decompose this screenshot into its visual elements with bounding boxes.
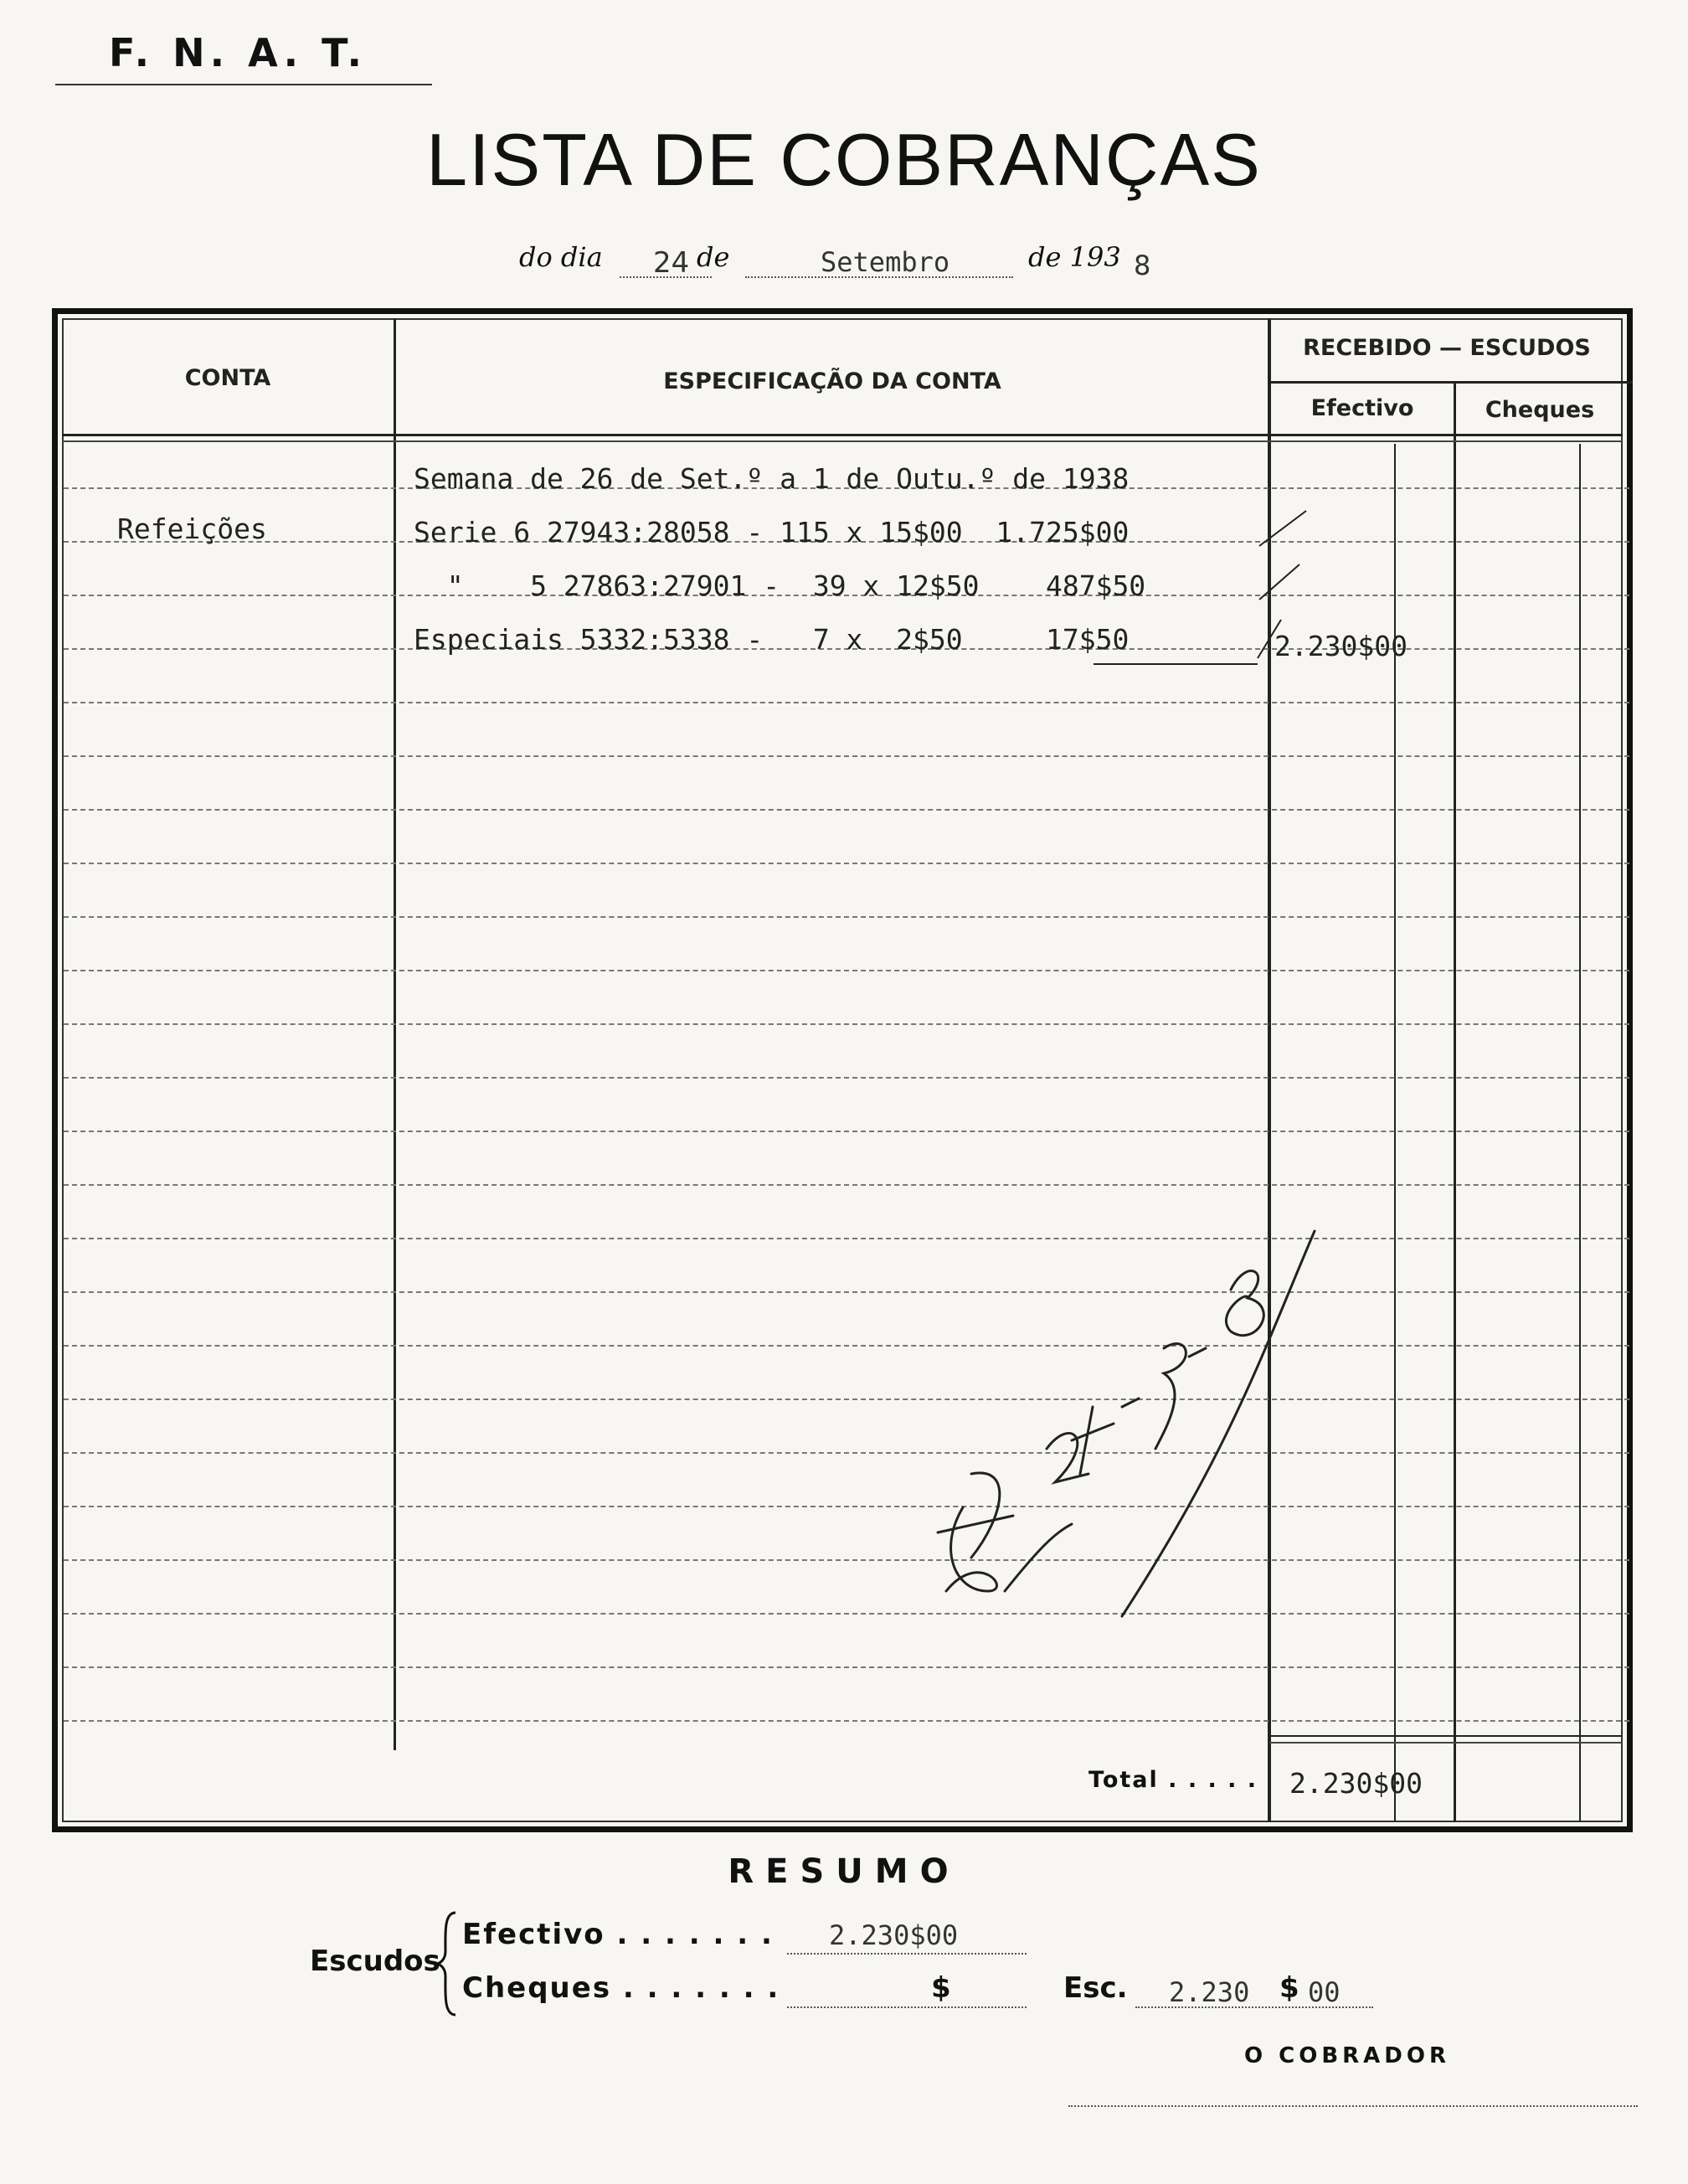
spec-line-1: Semana de 26 de Set.º a 1 de Outu.º de 1938 [414, 462, 1130, 495]
ruled-line [64, 916, 1629, 918]
ruled-line [64, 863, 1629, 864]
page-title: LISTA DE COBRANÇAS [426, 118, 1262, 201]
ruled-line [64, 1023, 1629, 1025]
subtotal-underline [1094, 663, 1258, 665]
day-value: 24 [653, 246, 690, 280]
resumo-cheques-label: Cheques . . . . . . . [462, 1971, 780, 2005]
header-bottom-rule-2 [62, 440, 1623, 442]
ruled-line [64, 1720, 1629, 1722]
resumo-cheques-sign: $ [931, 1971, 951, 2005]
efectivo-value: 2.230$00 [1274, 630, 1408, 662]
date-de-2: de 193 [1028, 241, 1121, 273]
ruled-line [64, 1077, 1629, 1079]
ruled-line [64, 1452, 1629, 1454]
resumo-cheques-field [787, 1978, 1027, 2008]
ruled-line [64, 702, 1629, 703]
column-header-recebido: RECEBIDO — ESCUDOS [1303, 335, 1591, 361]
resumo-esc-value: 2.230 [1169, 1976, 1250, 2008]
divider-efectivo-cheques [1454, 384, 1456, 1822]
ruled-line [64, 1131, 1629, 1132]
ruled-line [64, 970, 1629, 971]
total-value: 2.230$00 [1289, 1767, 1423, 1800]
date-line [519, 241, 1189, 283]
resumo-esc-cents: 00 [1308, 1976, 1341, 2008]
date-prefix: do dia [519, 241, 603, 273]
resumo-title: RESUMO [728, 1852, 960, 1891]
org-underline [55, 84, 432, 85]
resumo-esc-label: Esc. [1063, 1971, 1128, 2005]
spec-line-4: Especiais 5332:5338 - 7 x 2$50 17$50 [414, 623, 1130, 656]
ruled-line [64, 1506, 1629, 1507]
handwritten-signature-date [913, 1198, 1331, 1633]
resumo-efectivo-value: 2.230$00 [829, 1919, 959, 1951]
ruled-line [64, 1666, 1629, 1668]
cobrador-signature-line [1068, 2105, 1638, 2107]
ruled-line [64, 1238, 1629, 1239]
ruled-line [64, 1291, 1629, 1293]
total-rule-2 [1269, 1742, 1623, 1744]
check-marks [1248, 494, 1323, 670]
ruled-line [64, 755, 1629, 757]
total-rule [1269, 1735, 1623, 1737]
date-de-1: de [697, 241, 730, 273]
ruled-line [64, 1559, 1629, 1561]
year-digit: 8 [1134, 250, 1151, 281]
escudos-label: Escudos [310, 1944, 440, 1978]
divider-conta [394, 318, 396, 1750]
organization-acronym: F. N. A. T. [109, 30, 367, 75]
resumo-efectivo-label: Efectivo . . . . . . . [462, 1918, 774, 1951]
total-label: Total . . . . . [1088, 1767, 1258, 1793]
ruled-line [64, 1613, 1629, 1615]
ruled-line [64, 809, 1629, 811]
resumo-esc-sign: $ [1279, 1971, 1299, 2005]
column-header-cheques: Cheques [1485, 397, 1595, 423]
spec-line-3: " 5 27863:27901 - 39 x 12$50 487$50 [414, 569, 1146, 602]
column-header-conta: CONTA [184, 365, 271, 391]
column-header-efectivo: Efectivo [1310, 395, 1414, 421]
header-bottom-rule [62, 434, 1623, 436]
header-rule-recebido [1269, 381, 1633, 384]
column-header-spec: ESPECIFICAÇÃO DA CONTA [663, 368, 1001, 394]
curly-brace [435, 1909, 461, 2018]
ruled-line [64, 1184, 1629, 1186]
spec-line-2: Serie 6 27943:28058 - 115 x 15$00 1.725$00 [414, 516, 1130, 549]
cobrador-label: O COBRADOR [1244, 2043, 1451, 2068]
conta-entry: Refeições [117, 513, 267, 545]
ruled-line [64, 1398, 1629, 1400]
divider-cheques-cents [1579, 444, 1581, 1822]
month-value: Setembro [821, 246, 950, 278]
ruled-line [64, 1345, 1629, 1347]
